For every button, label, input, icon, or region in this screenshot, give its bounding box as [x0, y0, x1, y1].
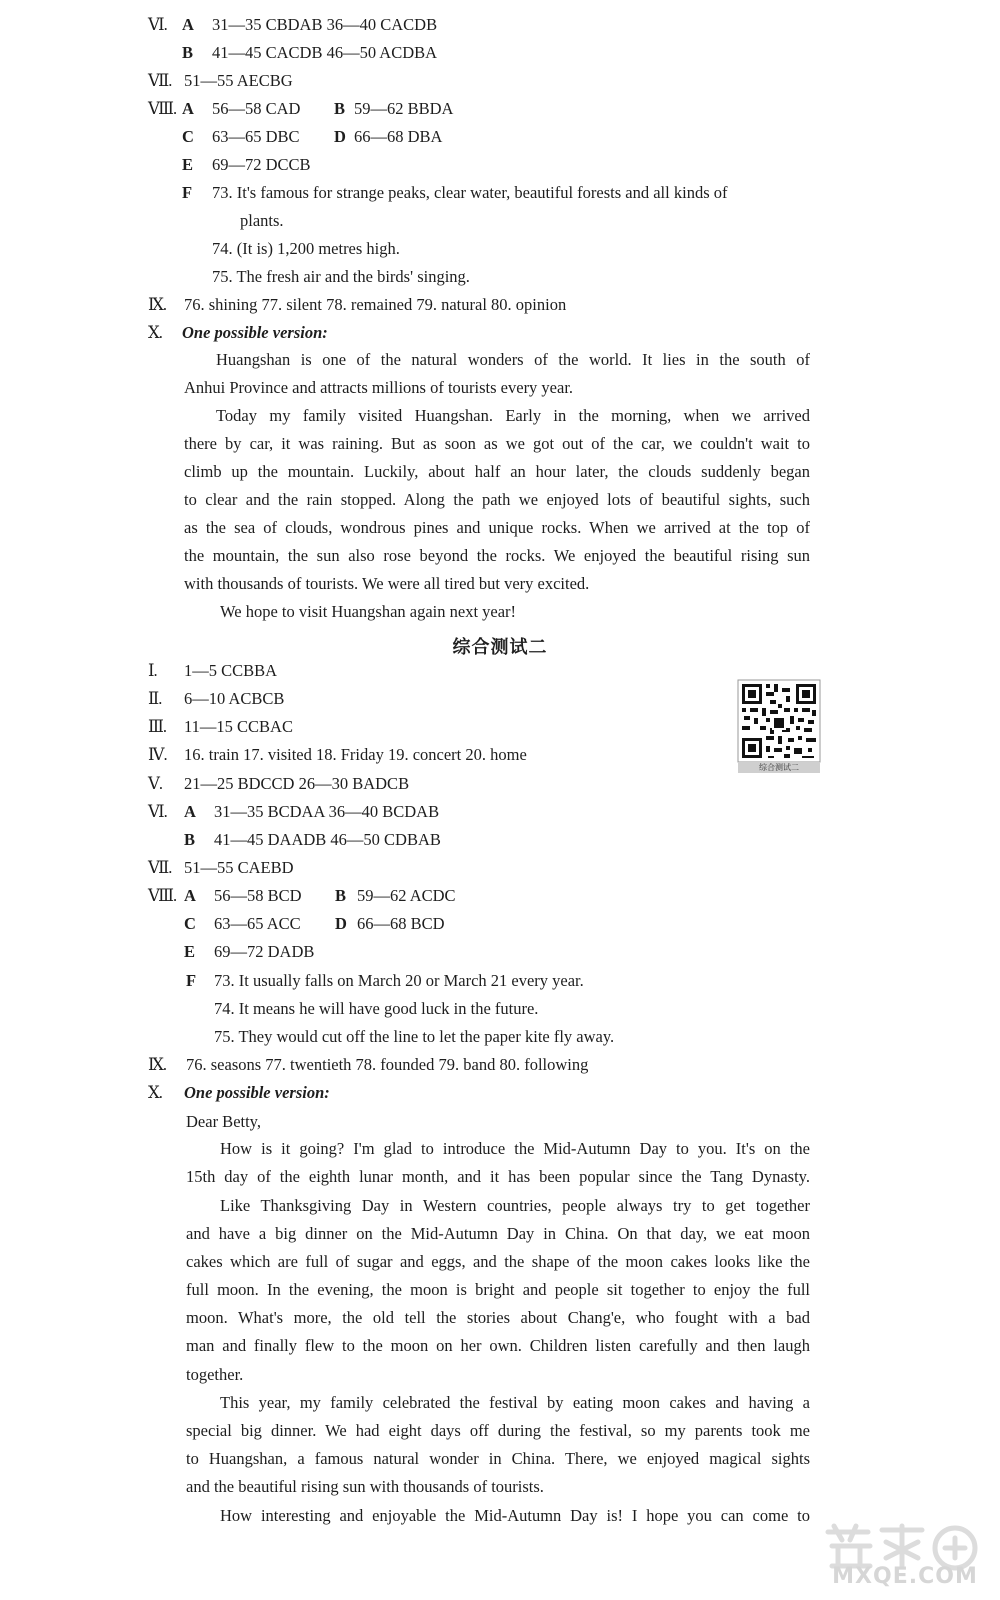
part-label: F: [182, 183, 193, 202]
answer-line: 73. It usually falls on March 20 or March 21 every year.: [214, 971, 584, 990]
section-numeral: Ⅱ.: [148, 689, 162, 708]
section-numeral: Ⅰ.: [148, 661, 157, 680]
section-numeral: Ⅵ.: [148, 802, 167, 821]
answer-line: 63—65 ACC: [214, 914, 301, 933]
answer-line: 75. They would cut off the line to let the paper kite fly away.: [214, 1027, 615, 1046]
part-label: C: [182, 127, 194, 146]
watermark-logo: [820, 1520, 990, 1590]
essay-line: with thousands of tourists. We were all tired but very excited.: [184, 574, 590, 593]
qr-caption: 综合测试二: [759, 763, 799, 772]
essay-line: and have a big dinner on the Mid-Autumn Day in China. On that day, we eat moon: [186, 1224, 810, 1243]
answer-line: 66—68 BCD: [357, 914, 445, 933]
essay-line: Anhui Province and attracts millions of tourists every year.: [184, 378, 574, 397]
section-numeral: Ⅷ.: [148, 886, 177, 905]
part-label: A: [184, 886, 196, 905]
answer-line: 21—25 BDCCD 26—30 BADCB: [184, 774, 410, 793]
essay-line: there by car, it was raining. But as soon as we got out of the car, we couldn't wait to: [184, 434, 810, 453]
answer-line: 75. The fresh air and the birds' singing.: [212, 267, 470, 286]
answer-line: 76. seasons 77. twentieth 78. founded 79. band 80. following: [186, 1055, 589, 1074]
essay-line: together.: [186, 1365, 244, 1384]
essay-line: 15th day of the eighth lunar month, and it has been popular since the Tang Dynasty.: [186, 1167, 810, 1186]
part-label: F: [186, 971, 197, 990]
section-title: 综合测试二: [452, 637, 548, 658]
answer-line: 66—68 DBA: [354, 127, 443, 146]
essay-line: moon. What's more, the old tell the stories about Chang'e, who fought with a bad: [186, 1308, 810, 1327]
part-label: D: [334, 127, 346, 146]
answer-line: 6—10 ACBCB: [184, 689, 285, 708]
section-numeral: Ⅵ.: [148, 15, 167, 34]
part-label: B: [334, 99, 346, 118]
section-numeral: Ⅲ.: [148, 717, 167, 736]
essay-line: How is it going? I'm glad to introduce the Mid-Autumn Day to you. It's on the: [220, 1139, 810, 1158]
answer-line: 69—72 DADB: [214, 942, 315, 961]
answer-line: 31—35 CBDAB 36—40 CACDB: [212, 15, 438, 34]
answer-line: plants.: [240, 211, 284, 230]
part-label: B: [182, 43, 194, 62]
essay-line: and the beautiful rising sun with thousands of tourists.: [186, 1477, 544, 1496]
answer-line: 69—72 DCCB: [212, 155, 311, 174]
section-numeral: Ⅸ.: [148, 1055, 167, 1074]
answer-line: 59—62 ACDC: [357, 886, 456, 905]
essay-line: as the sea of clouds, wondrous pines and unique rocks. When we arrived at the top of: [184, 518, 810, 537]
part-label: A: [184, 802, 196, 821]
section-numeral: Ⅶ.: [148, 858, 172, 877]
essay-line: full moon. In the evening, the moon is bright and people sit together to enjoy the full: [186, 1280, 810, 1299]
section-numeral: Ⅷ.: [148, 99, 177, 118]
essay-line: climb up the mountain. Luckily, about half an hour later, the clouds suddenly began: [184, 462, 810, 481]
watermark-text: MXQE.COM: [832, 1564, 978, 1589]
essay-line: Huangshan is one of the natural wonders of the world. It lies in the south of: [216, 350, 810, 369]
answer-line: 63—65 DBC: [212, 127, 300, 146]
essay-line: the mountain, the sun also rose beyond the rocks. We enjoyed the beautiful rising sun: [184, 546, 810, 565]
section-numeral: Ⅶ.: [148, 71, 172, 90]
qr-code[interactable]: [736, 678, 822, 774]
part-label: A: [182, 99, 194, 118]
essay-line: We hope to visit Huangshan again next year!: [220, 602, 517, 621]
version-label: One possible version:: [184, 1083, 330, 1102]
essay-line: This year, my family celebrated the festival by eating moon cakes and having a: [220, 1393, 810, 1412]
answer-line: 74. It means he will have good luck in the future.: [214, 999, 539, 1018]
answer-line: 56—58 BCD: [214, 886, 302, 905]
answer-line: 16. train 17. visited 18. Friday 19. concert 20. home: [184, 745, 527, 764]
section-numeral: Ⅴ.: [148, 774, 163, 793]
essay-line: Today my family visited Huangshan. Early in the morning, when we arrived: [216, 406, 810, 425]
answer-line: 51—55 AECBG: [184, 71, 293, 90]
essay-line: man and finally flew to the moon on her own. Children listen carefully and then laugh: [186, 1336, 810, 1355]
part-label: A: [182, 15, 194, 34]
answer-line: 31—35 BCDAA 36—40 BCDAB: [214, 802, 440, 821]
part-label: B: [335, 886, 347, 905]
answer-line: 56—58 CAD: [212, 99, 301, 118]
essay-line: to Huangshan, a famous natural wonder in China. There, we enjoyed magical sights: [186, 1449, 810, 1468]
answer-line: 59—62 BBDA: [354, 99, 454, 118]
answer-line: 41—45 CACDB 46—50 ACDBA: [212, 43, 438, 62]
qr-code-icon: [736, 678, 822, 774]
section-numeral: Ⅳ.: [148, 745, 167, 764]
essay-line: to clear and the rain stopped. Along the path we enjoyed lots of beautiful sights, such: [184, 490, 810, 509]
part-label: E: [184, 942, 196, 961]
answer-line: 73. It's famous for strange peaks, clear water, beautiful forests and all kinds of: [212, 183, 728, 202]
section-numeral: Ⅹ.: [148, 1083, 162, 1102]
part-label: C: [184, 914, 196, 933]
part-label: E: [182, 155, 194, 174]
answer-line: 11—15 CCBAC: [184, 717, 293, 736]
essay-line: special big dinner. We had eight days off during the festival, so my parents took me: [186, 1421, 810, 1440]
essay-line: Like Thanksgiving Day in Western countries, people always try to get together: [220, 1196, 810, 1215]
part-label: B: [184, 830, 196, 849]
version-label: One possible version:: [182, 323, 328, 342]
essay-line: cakes which are full of sugar and eggs, and the shape of the moon cakes looks like the: [186, 1252, 810, 1271]
answer-line: 41—45 DAADB 46—50 CDBAB: [214, 830, 441, 849]
answer-line: 76. shining 77. silent 78. remained 79. natural 80. opinion: [184, 295, 567, 314]
section-numeral: Ⅸ.: [148, 295, 167, 314]
answer-line: 1—5 CCBBA: [184, 661, 278, 680]
essay-line: How interesting and enjoyable the Mid-Autumn Day is! I hope you can come to: [220, 1506, 810, 1525]
section-numeral: Ⅹ.: [148, 323, 162, 342]
answer-line: 74. (It is) 1,200 metres high.: [212, 239, 400, 258]
letter-greeting: Dear Betty,: [186, 1112, 261, 1131]
answer-line: 51—55 CAEBD: [184, 858, 294, 877]
part-label: D: [335, 914, 347, 933]
